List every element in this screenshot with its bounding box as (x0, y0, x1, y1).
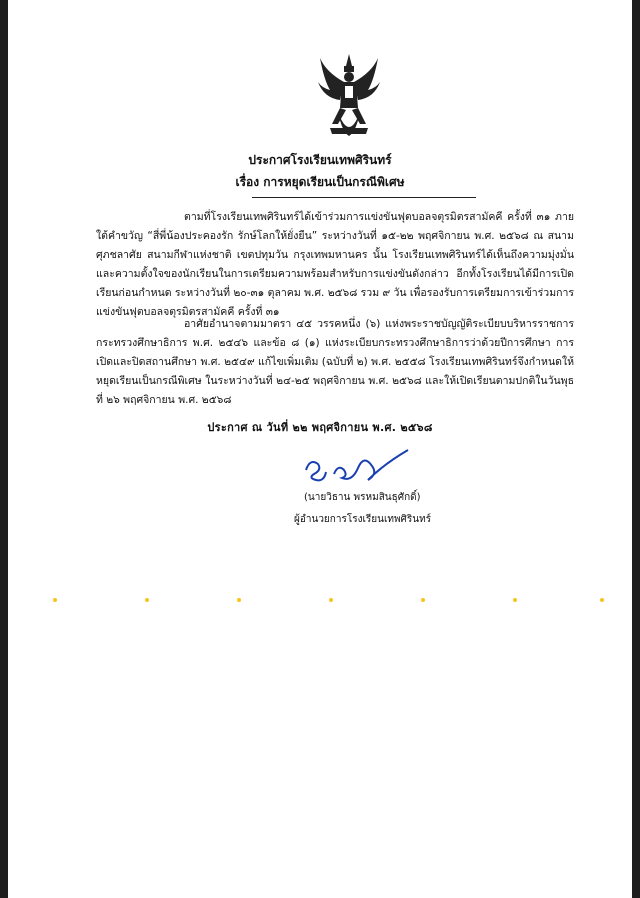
title-divider (252, 197, 476, 198)
marker-dot (600, 598, 604, 602)
body-paragraph-2: อาศัยอำนาจตามมาตรา ๔๕ วรรคหนึ่ง (๖) แห่งพระราชบัญญัติระเบียบบริหารราชการกระทรวงศึกษาธิการ พ.ศ. ๒๕๔๖ และข้อ ๘ (๑) แห่งระเบียบกระทรวงศึกษาธิการว่าด้วยปีการศึกษา การเปิดและปิดสถานศึกษา พ.ศ. ๒๕๔๙ แก้ไขเพิ่มเติม (ฉบับที่ ๒) พ.ศ. ๒๕๕๘ โรงเรียนเทพศิรินทร์จึงกำหนดให้หยุดเรียนเป็นกรณีพิเศษ ในระหว่างวันที่ ๒๔-๒๕ พฤศจิกายน พ.ศ. ๒๕๖๘ และให้เปิดเรียนตามปกติในวันพุธที่ ๒๖ พฤศจิกายน พ.ศ. ๒๕๖๘ (96, 318, 574, 406)
announcement-date: ประกาศ ณ วันที่ ๒๒ พฤศจิกายน พ.ศ. ๒๕๖๘ (207, 421, 433, 434)
page-title: ประกาศโรงเรียนเทพศิรินทร์ (248, 153, 392, 167)
garuda-emblem-icon (316, 52, 382, 142)
marker-dot (237, 598, 241, 602)
marker-dot (329, 598, 333, 602)
marker-dot (53, 598, 57, 602)
signature-image (298, 444, 418, 488)
marker-dot (421, 598, 425, 602)
marker-dot (513, 598, 517, 602)
marker-dot (145, 598, 149, 602)
signatory-name: (นายวิธาน พรหมสินธุศักดิ์) (304, 492, 421, 503)
page-subject: เรื่อง การหยุดเรียนเป็นกรณีพิเศษ (235, 175, 405, 189)
body-paragraph-1: ตามที่โรงเรียนเทพศิรินทร์ได้เข้าร่วมการแข่งขันฟุตบอลจตุรมิตรสามัคคี ครั้งที่ ๓๑ ภายใต้คำขวัญ “สี่พี่น้องประคองรัก รักษ์โลกให้ยั่งยืน” ระหว่างวันที่ ๑๕-๒๒ พฤศจิกายน พ.ศ. ๒๕๖๘ ณ สนามศุภชลาศัย สนามกีฬาแห่งชาติ เขตปทุมวัน กรุงเทพมหานคร นั้น โรงเรียนเทพศิรินทร์ได้เห็นถึงความมุ่งมั่นและความตั้งใจของนักเรียนในการเตรียมความพร้อมสำหรับการแข่งขันดังกล่าว อีกทั้งโรงเรียนได้มีการเปิดเรียนก่อนกำหนด ระหว่างวันที่ ๒๐-๓๑ ตุลาคม พ.ศ. ๒๕๖๘ รวม ๙ วัน เพื่อรองรับการเตรียมการเข้าร่วมการแข่งขันฟุตบอลจตุรมิตรสามัคคี ครั้งที่ ๓๑ (96, 211, 575, 318)
document-page (8, 0, 632, 898)
signatory-position: ผู้อำนวยการโรงเรียนเทพศิรินทร์ (294, 514, 432, 525)
